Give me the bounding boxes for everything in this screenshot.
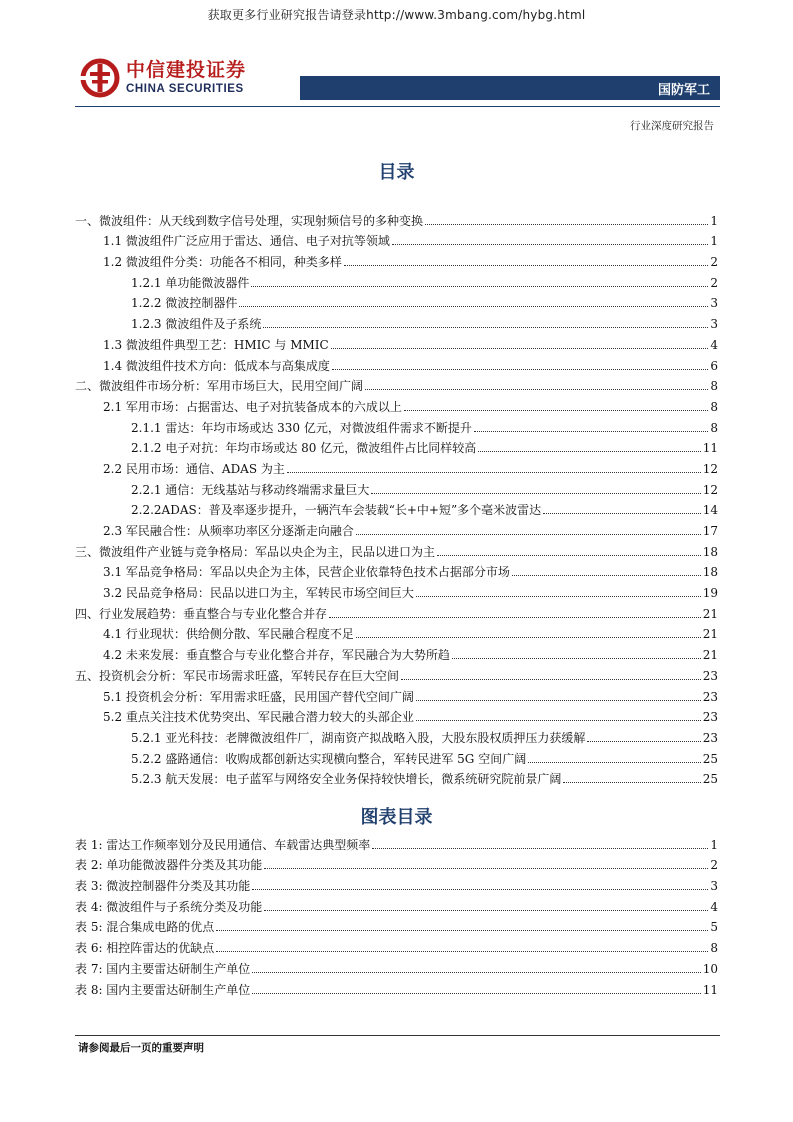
- toc-entry-page: 3: [710, 317, 718, 332]
- figure-entry-text: 表 6: 相控阵雷达的优缺点: [75, 941, 215, 956]
- toc-entry-text: 3.2 民品竞争格局：民品以进口为主，军转民市场空间巨大: [103, 586, 414, 601]
- toc-entry-page: 3: [710, 296, 718, 311]
- dot-leader: [478, 451, 700, 452]
- toc-entry-page: 8: [710, 379, 718, 394]
- header-bar: [300, 76, 720, 100]
- toc-entry-text: 1.2.3 微波组件及子系统: [131, 317, 262, 332]
- figure-entry[interactable]: [75, 894, 718, 915]
- dot-leader: [287, 472, 701, 473]
- toc-entry-page: 12: [702, 482, 718, 497]
- toc-entry-page: 6: [710, 358, 718, 373]
- citic-logo-icon: [80, 58, 120, 98]
- toc-entry-text: 4.1 行业现状：供给侧分散、军民融合程度不足: [103, 627, 354, 642]
- toc-entry[interactable]: [75, 601, 718, 622]
- toc-entry-text: 2.3 军民融合性：从频率功率区分逐渐走向融合: [103, 524, 354, 538]
- dot-leader: [416, 700, 701, 701]
- toc-entry[interactable]: [75, 456, 718, 477]
- toc-entry[interactable]: [75, 518, 718, 539]
- dot-leader: [437, 555, 701, 556]
- dot-leader: [356, 637, 701, 638]
- toc-entry-text: 2.1 军用市场：占据雷达、电子对抗装备成本的六成以上: [103, 399, 402, 414]
- toc-entry-page: 8: [710, 420, 718, 435]
- dot-leader: [263, 327, 708, 328]
- dot-leader: [528, 762, 701, 763]
- toc-entry[interactable]: [75, 477, 718, 498]
- dot-leader: [512, 575, 701, 576]
- toc-entry[interactable]: [75, 394, 718, 415]
- figure-entry-page: 8: [710, 941, 718, 956]
- dot-leader: [239, 306, 708, 307]
- figure-entry-text: 表 3: 微波控制器件分类及其功能: [75, 879, 251, 894]
- figure-entry-page: 5: [710, 920, 718, 935]
- toc-entry-text: 5.2 重点关注技术优势突出、军民融合潜力较大的头部企业: [103, 710, 414, 725]
- watermark-text: 获取更多行业研究报告请登录http://www.3mbang.com/hybg.html: [207, 8, 586, 22]
- figure-entry-page: 10: [702, 961, 718, 976]
- sector-tag: 国防军工: [657, 83, 710, 98]
- toc-entry-text: 三、微波组件产业链与竞争格局：军品以央企为主，民品以进口为主: [75, 544, 436, 559]
- figure-entry-text: 表 8: 国内主要雷达研制生产单位: [75, 982, 251, 997]
- dot-leader: [332, 369, 708, 370]
- dot-leader: [401, 679, 701, 680]
- toc-entry[interactable]: [75, 311, 718, 332]
- toc-entry[interactable]: [75, 663, 718, 684]
- toc-entry-page: 21: [702, 606, 718, 621]
- dot-leader: [371, 493, 700, 494]
- dot-leader: [452, 658, 701, 659]
- dot-leader: [252, 889, 708, 890]
- logo-name-cn: 中信建投证券: [126, 59, 247, 81]
- toc-entry[interactable]: [75, 291, 718, 312]
- toc-entry-text: 1.1 微波组件广泛应用于雷达、通信、电子对抗等领域: [103, 234, 390, 249]
- toc-entry[interactable]: [75, 725, 718, 746]
- toc-entry-text: 2.2.2ADAS：普及率逐步提升，一辆汽车会装载“长+中+短”多个毫米波雷达: [131, 503, 542, 518]
- dot-leader: [425, 224, 708, 225]
- logo-name-en: CHINA SECURITIES: [126, 83, 244, 95]
- footer-disclaimer: 请参阅最后一页的重要声明: [78, 1042, 204, 1054]
- toc-entry-text: 5.2.3 航天发展：电子蓝军与网络安全业务保持较快增长，微系统研究院前景广阔: [131, 772, 562, 787]
- dot-leader: [331, 348, 709, 349]
- toc-entry-text: 1.3 微波组件典型工艺：HMIC 与 MMIC: [103, 337, 329, 352]
- dot-leader: [356, 534, 701, 535]
- toc-entry-page: 23: [702, 668, 718, 683]
- toc-entry-page: 14: [702, 503, 718, 518]
- toc-entry-page: 8: [710, 399, 718, 414]
- toc-entry-page: 17: [702, 524, 718, 538]
- report-type: 行业深度研究报告: [630, 120, 714, 132]
- toc-entry[interactable]: [75, 436, 718, 457]
- toc-entry-text: 1.2.2 微波控制器件: [131, 296, 238, 311]
- dot-leader: [252, 972, 700, 973]
- toc-entry-page: 21: [702, 627, 718, 642]
- dot-leader: [216, 930, 708, 931]
- toc-entry-page: 25: [702, 751, 718, 766]
- toc-entry[interactable]: [75, 415, 718, 436]
- toc-entry-page: 18: [702, 565, 718, 580]
- toc-entry-page: 12: [702, 461, 718, 476]
- toc-entry-page: 19: [702, 586, 718, 601]
- toc-entry-page: 18: [702, 544, 718, 559]
- figure-entry[interactable]: [75, 956, 718, 977]
- toc-entry[interactable]: [75, 353, 718, 374]
- toc-entry-text: 二、微波组件市场分析：军用市场巨大，民用空间广阔: [75, 379, 364, 394]
- toc-entry[interactable]: [75, 229, 718, 250]
- figure-entry-page: 1: [710, 837, 718, 852]
- toc-entry[interactable]: [75, 642, 718, 663]
- toc-entry-page: 11: [702, 441, 718, 456]
- dot-leader: [543, 513, 701, 514]
- dot-leader: [264, 868, 708, 869]
- dot-leader: [329, 617, 701, 618]
- figure-entry[interactable]: [75, 977, 718, 998]
- toc-entry-text: 1.4 微波组件技术方向：低成本与高集成度: [103, 358, 330, 373]
- figure-entry-text: 表 4: 微波组件与子系统分类及功能: [75, 899, 263, 914]
- figure-entry[interactable]: [75, 873, 718, 894]
- toc-entry-page: 2: [710, 255, 718, 270]
- toc-entry-text: 五、投资机会分析：军民市场需求旺盛，军转民存在巨大空间: [75, 668, 400, 683]
- toc-entry[interactable]: [75, 208, 718, 229]
- company-logo: [80, 58, 246, 98]
- toc-entry[interactable]: [75, 270, 718, 291]
- dot-leader: [264, 910, 708, 911]
- dot-leader: [416, 720, 701, 721]
- dot-leader: [563, 782, 700, 783]
- toc-entry-text: 4.2 未来发展：垂直整合与专业化整合并存，军民融合为大势所趋: [103, 648, 450, 663]
- toc-entry[interactable]: [75, 767, 718, 788]
- toc-entry-page: 1: [710, 213, 718, 228]
- toc-entry-page: 4: [710, 337, 718, 352]
- figure-entry-text: 表 7: 国内主要雷达研制生产单位: [75, 961, 251, 976]
- toc-entry-text: 3.1 军品竞争格局：军品以央企为主体，民营企业依靠特色技术占据部分市场: [103, 565, 510, 580]
- toc-entry-page: 23: [702, 710, 718, 725]
- toc-entry-page: 23: [702, 689, 718, 704]
- figure-entry-text: 表 1: 雷达工作频率划分及民用通信、车载雷达典型频率: [75, 837, 371, 852]
- dot-leader: [365, 389, 708, 390]
- toc-entry-page: 1: [710, 234, 718, 249]
- toc-entry[interactable]: [75, 560, 718, 581]
- dot-leader: [372, 848, 708, 849]
- dot-leader: [392, 244, 708, 245]
- figure-entry[interactable]: [75, 915, 718, 936]
- figure-entry-text: 表 2: 单功能微波器件分类及其功能: [75, 858, 263, 873]
- toc-entry[interactable]: [75, 705, 718, 726]
- toc-entry[interactable]: [75, 498, 718, 519]
- figure-entry-page: 2: [710, 858, 718, 873]
- header-divider: [75, 106, 720, 107]
- dot-leader: [416, 596, 701, 597]
- footer-divider: [75, 1035, 720, 1036]
- toc-entry-page: 21: [702, 648, 718, 663]
- toc-list: [75, 208, 718, 787]
- toc-title: 目录: [378, 162, 415, 183]
- toc-entry-text: 1.2.1 单功能微波器件: [131, 275, 250, 290]
- dot-leader: [344, 265, 708, 266]
- toc-entry-text: 2.2 民用市场：通信、ADAS 为主: [103, 461, 285, 476]
- toc-entry-text: 2.1.2 电子对抗：年均市场或达 80 亿元，微波组件占比同样较高: [131, 441, 477, 456]
- figure-entry-text: 表 5: 混合集成电路的优点: [75, 920, 215, 935]
- toc-entry-text: 5.2.1 亚光科技：老牌微波组件厂，湖南资产拟战略入股，大股东股权质押压力获缓解: [131, 730, 586, 745]
- toc-entry-text: 2.2.1 通信：无线基站与移动终端需求量巨大: [131, 482, 370, 497]
- toc-entry-page: 25: [702, 772, 718, 787]
- toc-entry[interactable]: [75, 684, 718, 705]
- figures-title: 图表目录: [360, 807, 433, 828]
- figure-entry[interactable]: [75, 832, 718, 853]
- figure-entry[interactable]: [75, 935, 718, 956]
- toc-entry[interactable]: [75, 746, 718, 767]
- dot-leader: [251, 286, 708, 287]
- toc-entry-text: 2.1.1 雷达：年均市场或达 330 亿元，对微波组件需求不断提升: [131, 420, 472, 435]
- toc-entry-page: 23: [702, 730, 718, 745]
- dot-leader: [404, 410, 708, 411]
- figures-list: [75, 832, 718, 998]
- figure-entry-page: 11: [702, 982, 718, 997]
- toc-entry-text: 一、微波组件：从天线到数字信号处理，实现射频信号的多种变换: [75, 213, 424, 228]
- dot-leader: [474, 431, 708, 432]
- dot-leader: [587, 741, 700, 742]
- toc-entry[interactable]: [75, 539, 718, 560]
- toc-entry-text: 1.2 微波组件分类：功能各不相同，种类多样: [103, 255, 342, 270]
- toc-entry-text: 5.1 投资机会分析：军用需求旺盛，民用国产替代空间广阔: [103, 689, 414, 704]
- toc-entry-text: 四、行业发展趋势：垂直整合与专业化整合并存: [75, 606, 328, 621]
- toc-entry-text: 5.2.2 盛路通信：收购成都创新达实现横向整合，军转民进军 5G 空间广阔: [131, 751, 527, 766]
- toc-entry-page: 2: [710, 275, 718, 290]
- toc-entry[interactable]: [75, 332, 718, 353]
- dot-leader: [252, 993, 700, 994]
- figure-entry-page: 3: [710, 879, 718, 894]
- figure-entry-page: 4: [710, 899, 718, 914]
- toc-entry[interactable]: [75, 249, 718, 270]
- toc-entry[interactable]: [75, 622, 718, 643]
- toc-entry[interactable]: [75, 580, 718, 601]
- figure-entry[interactable]: [75, 853, 718, 874]
- toc-entry[interactable]: [75, 374, 718, 395]
- dot-leader: [216, 951, 708, 952]
